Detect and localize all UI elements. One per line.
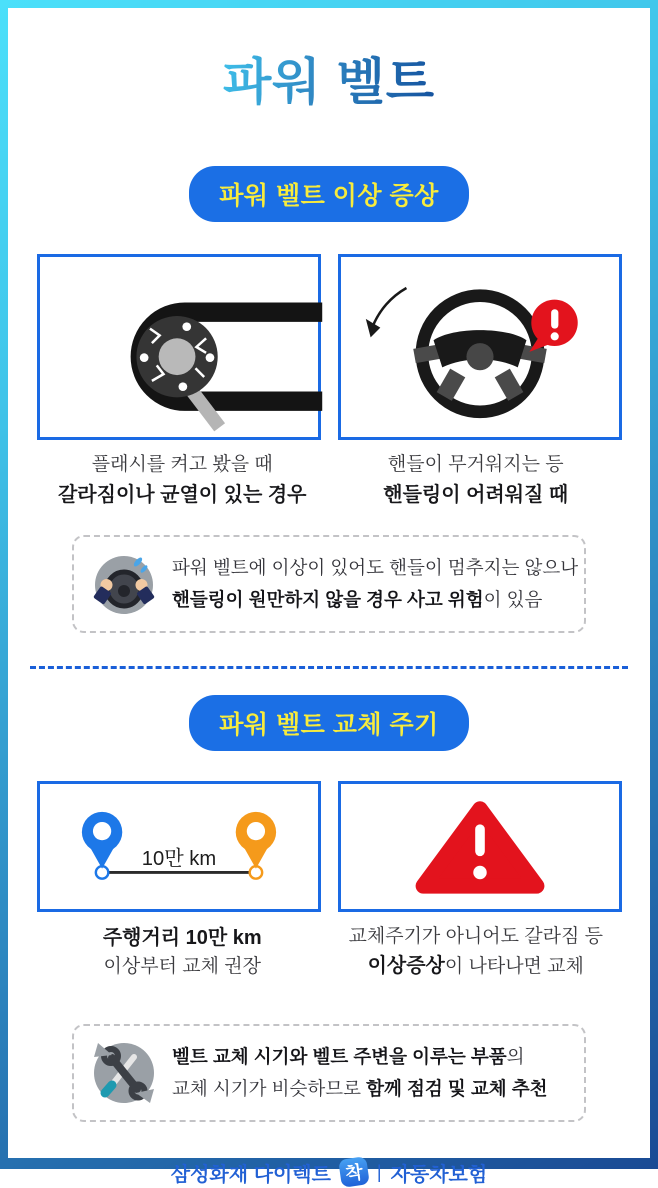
product-name: 자동차보험: [390, 1163, 488, 1186]
crossed-tools-icon: [92, 1041, 156, 1105]
caption-mileage: [44, 923, 321, 982]
note-line2: 교체 시기가 비슷하므로 함께 점검 및 교체 추천: [172, 1077, 548, 1099]
section1-heading: 파워 벨트 이상 증상: [189, 166, 469, 222]
caption-belt-crack: [44, 451, 321, 510]
chak-badge-icon: 착: [338, 1156, 370, 1188]
caption-line2: 이상증상이 나타나면 교체: [367, 955, 584, 977]
infographic-page: [8, 8, 650, 1186]
note-line1: 벨트 교체 시기와 벨트 주변을 이루는 부품의: [172, 1046, 525, 1068]
cracked-belt-pulley-icon: [40, 257, 318, 437]
caption-line2: 이상부터 교체 권장: [103, 955, 261, 977]
distance-pins-icon: [40, 784, 318, 909]
section1-captions: [8, 451, 650, 510]
section2-captions: [8, 923, 650, 982]
caption-line2: 핸들링이 어려워질 때: [383, 483, 569, 506]
section2-note-text: [172, 1041, 548, 1104]
section2-note: [72, 1024, 586, 1122]
section1-cards: [8, 254, 650, 440]
note-line1: 파워 벨트에 이상이 있어도 핸들이 멈추지는 않으나: [172, 557, 579, 579]
section2-heading: 파워 벨트 교체 주기: [189, 695, 469, 751]
caption-line2: 갈라짐이나 균열이 있는 경우: [57, 483, 307, 506]
hands-on-steering-wheel-icon: [92, 552, 156, 616]
footer-separator: |: [376, 1161, 382, 1182]
note-line2: 핸들링이 원만하지 않을 경우 사고 위험이 있음: [172, 588, 543, 610]
caption-steering-heavy: [338, 451, 615, 510]
page-title: 파워 벨트: [223, 42, 435, 114]
caption-line1: 주행거리 10만 km: [102, 926, 262, 949]
card-steering-heavy: [338, 254, 622, 440]
caption-line1: 플래시를 켜고 봤을 때: [91, 454, 273, 475]
footer-brand-bar: [171, 1158, 487, 1187]
caption-warning: [338, 923, 615, 982]
card-mileage: [37, 781, 321, 912]
brand-name: 삼성화재 다이렉트: [170, 1163, 331, 1186]
caption-line1: 핸들이 무거워지는 등: [387, 454, 564, 475]
distance-label: 10만 km: [141, 847, 216, 870]
card-warning: [338, 781, 622, 912]
warning-triangle-icon: [341, 784, 619, 909]
section1-note: [72, 535, 586, 633]
caption-line1: 교체주기가 아니어도 갈라짐 등: [348, 925, 603, 947]
section1-note-text: [172, 552, 578, 615]
section2-cards: [8, 781, 650, 912]
card-belt-crack: [37, 254, 321, 440]
section-divider: [30, 666, 628, 669]
steering-wheel-warning-icon: [341, 257, 619, 437]
